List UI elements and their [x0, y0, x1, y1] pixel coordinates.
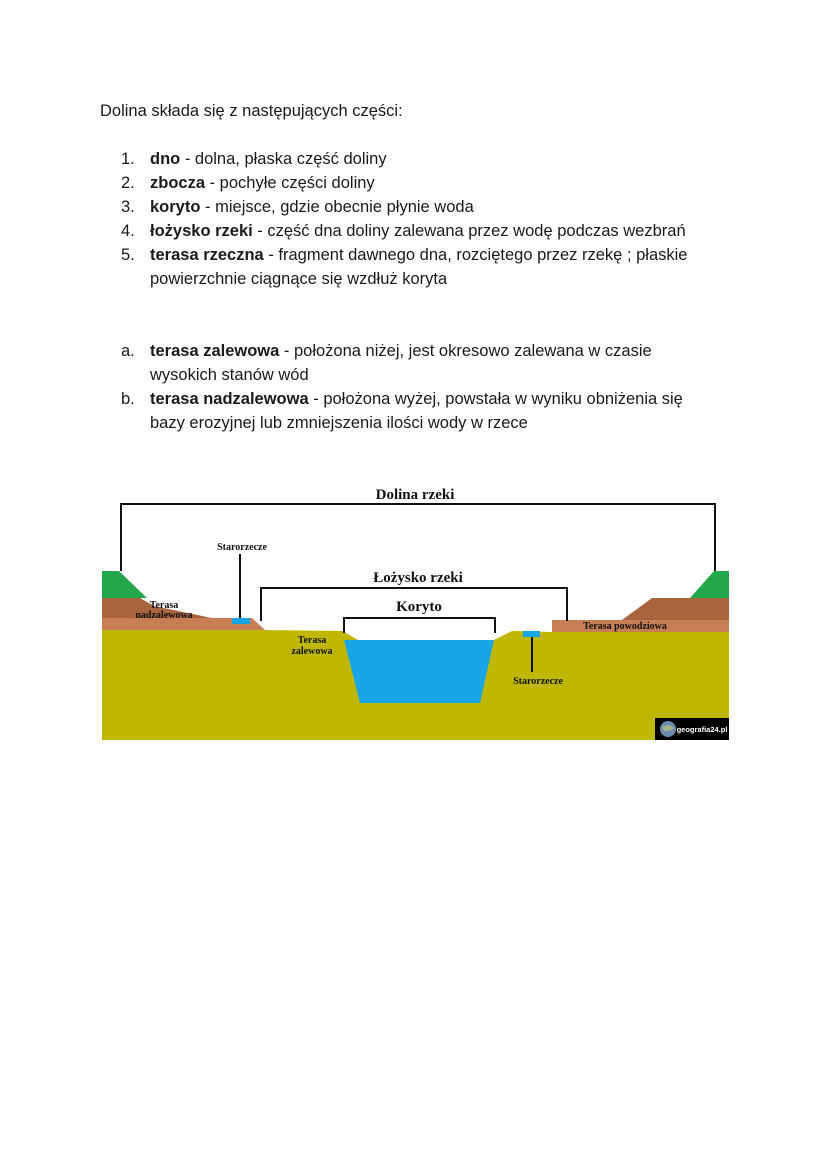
- list-desc: - miejsce, gdzie obecnie płynie woda: [200, 198, 474, 216]
- label-starorzecze-left: Starorzecze: [217, 542, 267, 553]
- label-terasa-zalewowa-2: zalewowa: [291, 646, 333, 657]
- list-item: [121, 339, 711, 387]
- lettered-list: [121, 339, 711, 435]
- list-item: [121, 171, 711, 195]
- label-starorzecze-right: Starorzecze: [513, 676, 563, 687]
- label-terasa-nadzalewowa-2: nadzalewowa: [135, 610, 193, 621]
- oxbow-right: [523, 631, 540, 637]
- list-term: zbocza: [150, 174, 206, 192]
- list-term: terasa nadzalewowa: [150, 390, 309, 408]
- list-desc: - fragment dawnego dna, rozciętego przez rzekę ; płaskie powierzchnie ciągnące się wzdłuż koryta: [150, 246, 688, 288]
- list-item: [121, 243, 711, 291]
- list-number: 2.: [121, 174, 135, 192]
- list-term: terasa zalewowa: [150, 342, 280, 360]
- list-number: 3.: [121, 198, 135, 216]
- river-water: [344, 640, 494, 703]
- list-letter: a.: [121, 342, 135, 360]
- numbered-list: [121, 147, 711, 291]
- list-item: [121, 219, 711, 243]
- list-desc: - położona wyżej, powstała w wyniku obniżenia się bazy erozyjnej lub zmniejszenia ilości wody w rzece: [150, 390, 683, 432]
- river-valley-diagram: [102, 478, 729, 740]
- list-desc: - położona niżej, jest okresowo zalewana w czasie wysokich stanów wód: [150, 342, 652, 384]
- list-number: 4.: [121, 222, 135, 240]
- list-term: dno: [150, 150, 181, 168]
- list-desc: - część dna doliny zalewana przez wodę podczas wezbrań: [252, 222, 686, 240]
- list-desc: - pochyłe części doliny: [205, 174, 375, 192]
- label-dolina-rzeki: Dolina rzeki: [375, 487, 455, 503]
- list-item: [121, 387, 711, 435]
- list-letter: b.: [121, 390, 135, 408]
- label-terasa-zalewowa-1: Terasa: [297, 635, 327, 646]
- oxbow-left: [232, 618, 250, 624]
- list-number: 5.: [121, 246, 135, 264]
- label-koryto: Koryto: [396, 599, 442, 615]
- intro-text: Dolina składa się z następujących części:: [100, 102, 403, 120]
- list-term: łożysko rzeki: [150, 222, 253, 240]
- list-item: [121, 195, 711, 219]
- list-term: koryto: [150, 198, 201, 216]
- label-terasa-nadzalewowa-1: Terasa: [149, 600, 179, 611]
- watermark-text: geografia24.pl: [676, 725, 728, 734]
- list-desc: - dolna, płaska część doliny: [180, 150, 387, 168]
- list-number: 1.: [121, 150, 135, 168]
- label-terasa-powodziowa: Terasa powodziowa: [583, 621, 667, 632]
- list-item: [121, 147, 711, 171]
- label-lozysko-rzeki: Łożysko rzeki: [373, 570, 463, 586]
- list-term: terasa rzeczna: [150, 246, 264, 264]
